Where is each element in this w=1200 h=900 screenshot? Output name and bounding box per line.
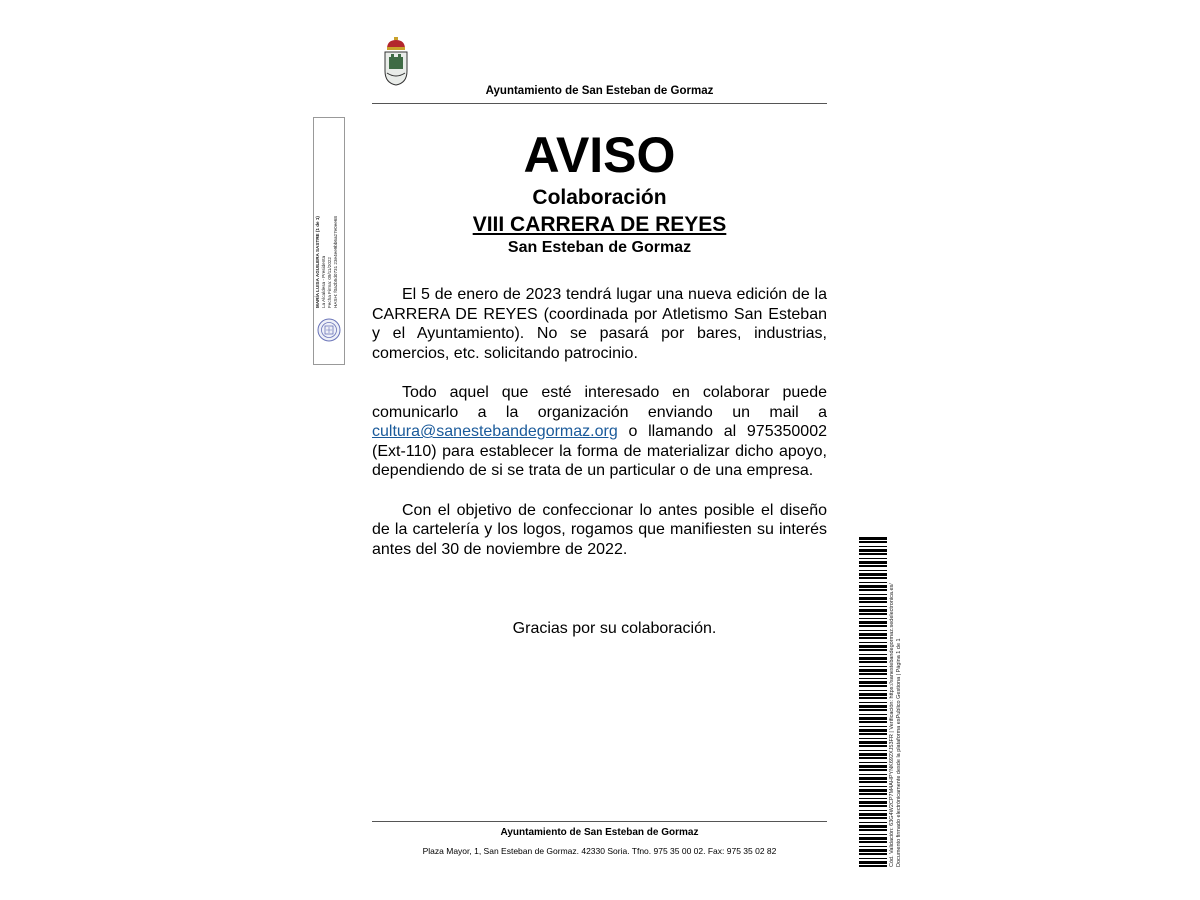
event-title: VIII CARRERA DE REYES [472, 213, 727, 236]
signature-text [315, 122, 343, 308]
paragraph-contact-intro: Todo aquel que esté interesado en colaborar puede comunicarlo a la organización enviando un mail a [372, 383, 827, 421]
verification-platform: Documento firmado electrónicamente desde la plataforma esPublico Gestiona | Página 1 de 1 [896, 638, 902, 867]
verification-text [889, 537, 907, 867]
barcode-icon [859, 537, 887, 867]
footer-address: Plaza Mayor, 1, San Esteban de Gormaz. 42330 Soria. Tfno. 975 35 00 02. Fax: 975 35 02 82 [422, 846, 777, 856]
notice-title: AVISO [523, 127, 676, 183]
email-link[interactable]: cultura@sanestebandegormaz.org [372, 423, 618, 441]
notice-subtitle: Colaboración [532, 186, 667, 209]
paragraph-contact [372, 383, 827, 481]
signer-name: MARÍA LUISA AGUILERA SASTRE (1 de 1) [315, 216, 320, 308]
footer-divider [372, 821, 827, 822]
header-organization: Ayuntamiento de San Esteban de Gormaz [485, 85, 714, 97]
header-divider [372, 103, 827, 104]
paragraph-event: El 5 de enero de 2023 tendrá lugar una nueva edición de la CARRERA DE REYES (coordinada por Atletismo San Esteban y el Ayuntamiento). No se pasará por bares, industrias, comercios, etc. solicitando patrocinio. [372, 286, 827, 362]
signature-date: Fecha Firma: 09/11/2022 [327, 257, 332, 308]
footer-organization: Ayuntamiento de San Esteban de Gormaz [500, 827, 699, 838]
signature-hash: HASH: f0a2b5d0731 23e4ee9bb6a27e0ee68 [333, 216, 338, 308]
closing-text: Gracias por su colaboración. [512, 620, 717, 637]
notice-title-block [372, 126, 827, 258]
paragraph-deadline: Con el objetivo de confeccionar lo antes posible el diseño de la cartelería y los logos, rogamos que manifiesten su interés antes del 30 de noviembre de 2022. [372, 501, 827, 558]
digital-seal-icon [317, 318, 341, 342]
notice-body [372, 285, 827, 579]
event-location: San Esteban de Gormaz [507, 239, 692, 256]
signer-role: La Alcaldesa - Presidenta [321, 255, 326, 308]
verification-code: Cód. Validación: 63G4W2CP7M4AHPYNK692XJ53FR | Verificación: https://sanestebandegormaz.sedelectronica.es/ [889, 583, 895, 867]
coat-of-arms-icon [381, 37, 411, 87]
signature-panel [313, 117, 345, 365]
paragraph-contact-rest: o llamando al 975350002 (Ext-110) para establecer la forma de materializar dicho apoyo, dependiendo de si se trata de un particular o de una empresa. [372, 423, 827, 480]
